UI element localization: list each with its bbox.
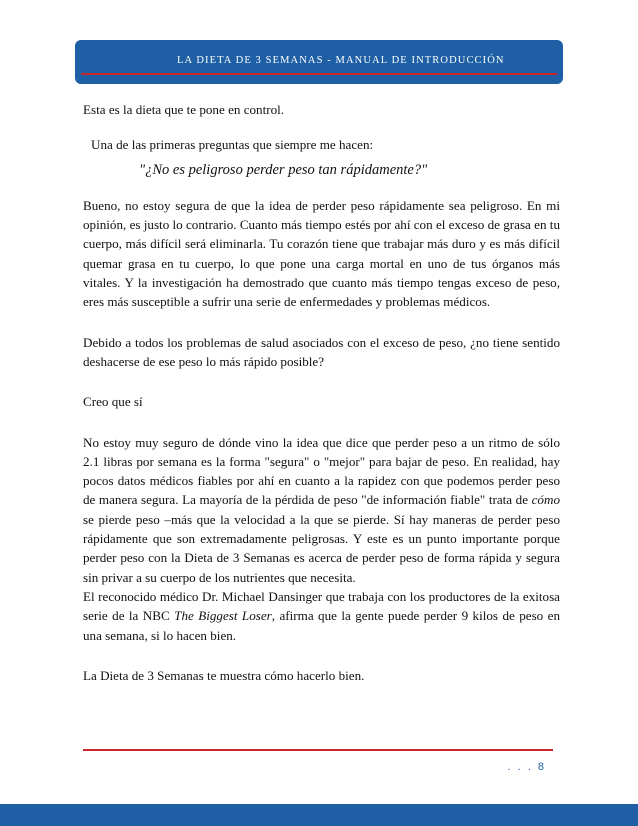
paragraph-doctor-b: , afirma que la gente puede perder 9 kilos de peso en una semana, si lo hacen bien.: [83, 608, 561, 643]
paragraph-rate-emphasis: cómo: [531, 492, 560, 508]
paragraph-intro: Esta es la dieta que te pone en control.: [83, 102, 285, 117]
paragraph-creo: Creo que sí: [83, 394, 143, 410]
paragraph-question-intro: Una de las primeras preguntas que siempre me hacen:: [91, 137, 374, 153]
paragraph-doctor-a: El reconocido médico Dr. Michael Dansinger que trabaja con los productores de la exitosa serie de la NBC: [83, 588, 560, 624]
paragraph-rate-b: se pierde peso –más que la velocidad a la que se pierde. Sí hay maneras de perder peso rápidamente que son extremadamente peligrosas. Y este es un punto importante porque perder peso con la Dieta de 3 Semanas es acerca de perder peso de forma rápida y segura sin privar a su cuerpo de los nutrientes que necesita.: [83, 511, 560, 585]
paragraph-answer: Bueno, no estoy segura de que la idea de perder peso rápidamente sea peligroso. En mi opinión, es justo lo contrario. Cuanto más tiempo estés por ahí con el exceso de grasa en tu cuerpo, más difícil será eliminarla. Tu corazón tiene que trabajar más duro y es más difícil quemar grasa en tu cuerpo, lo que pone una carga mortal en uno de tus órganos más vitales. Y la investigación ha demostrado que cuanto más tiempo tengas exceso de peso, eres más susceptible a sufrir una serie de enfermedades y problemas médicos.: [83, 197, 560, 310]
paragraph-health-problems: Debido a todos los problemas de salud asociados con el exceso de peso, ¿no tiene sentido deshacerse de ese peso lo más rápido posible?: [83, 334, 560, 369]
bottom-bar: [0, 804, 638, 826]
paragraph-closing: La Dieta de 3 Semanas te muestra cómo hacerlo bien.: [83, 667, 365, 683]
page-number: . . . 8: [507, 761, 546, 773]
footer-divider: [83, 749, 553, 751]
header-divider: [81, 73, 557, 75]
paragraph-rate: [83, 433, 560, 587]
header-title: LA DIETA DE 3 SEMANAS - MANUAL DE INTRODUCCIÓN: [177, 55, 505, 66]
page-content: [83, 100, 560, 685]
header-bar: [75, 40, 563, 84]
quote-question: "¿No es peligroso perder peso tan rápidamente?": [139, 161, 428, 178]
paragraph-rate-a: No estoy muy seguro de dónde vino la idea que dice que perder peso a un ritmo de sólo 2.1 libras por semana es la forma "segura" o "mejor" para bajar de peso. En realidad, hay pocos datos médicos fiables por ahí en cuanto a la rapidez con que podemos perder peso de manera segura. La mayoría de la pérdida de peso "de información fiable" trata de: [83, 434, 560, 508]
show-title: The Biggest Loser: [174, 608, 272, 624]
paragraph-doctor: [83, 587, 560, 645]
